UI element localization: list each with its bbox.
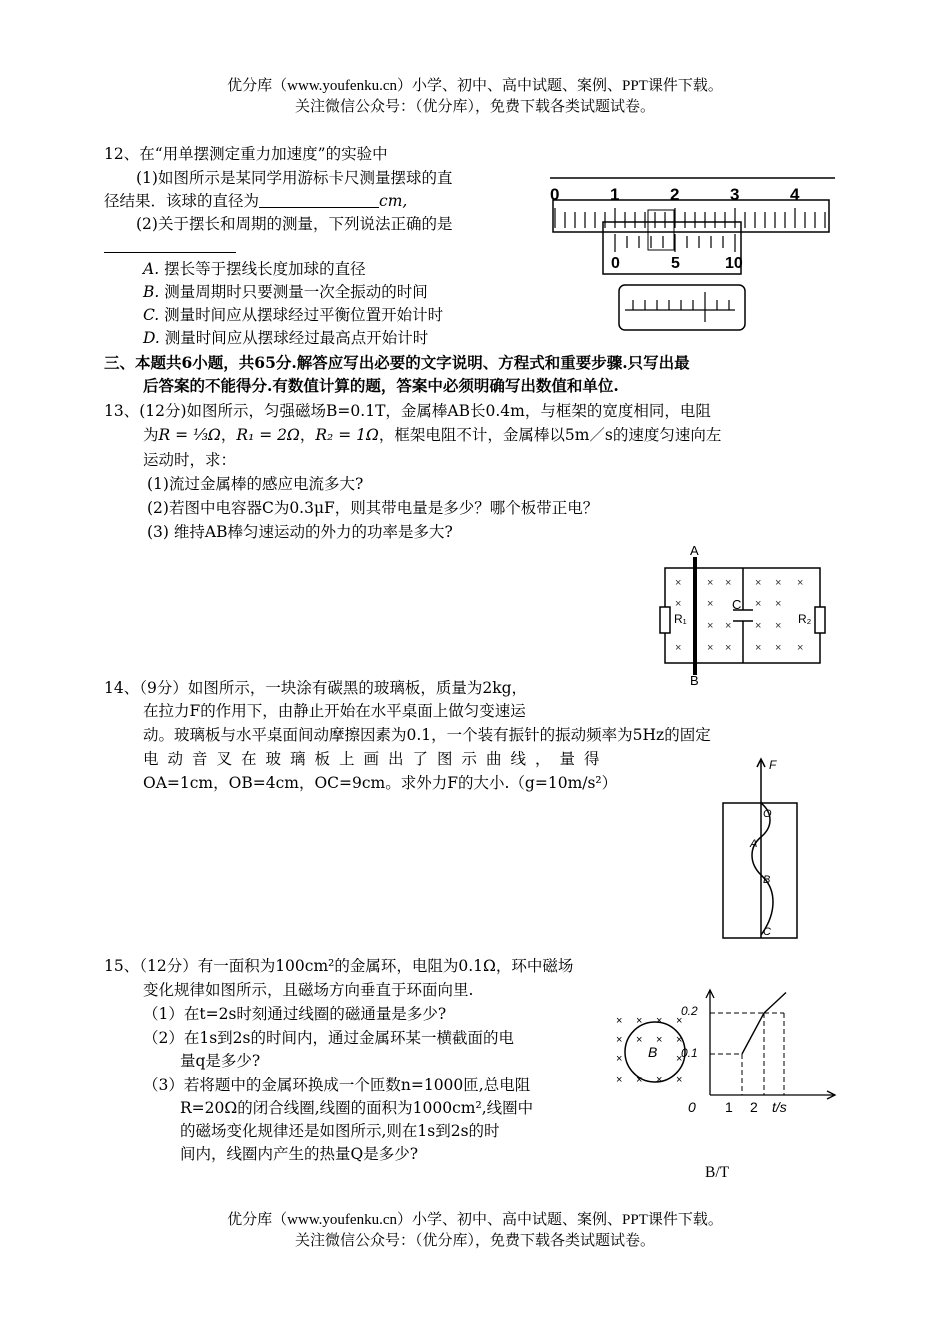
x-tick-1: 1	[725, 1099, 733, 1115]
caliper-main-4: 4	[790, 185, 800, 204]
field-cross: ×	[636, 1015, 643, 1027]
option-letter: A.	[143, 260, 160, 278]
caliper-main-0: 0	[550, 185, 560, 204]
q13-line2-suffix: ，框架电阻不计，金属棒以5m／s的速度匀速向左	[378, 426, 722, 444]
vernier-caliper-figure	[545, 160, 840, 340]
section3-line-1: 三、本题共6小题，共65分.解答应写出必要的文字说明、方程式和重要步骤.只写出最	[104, 353, 690, 372]
field-cross: ×	[676, 1074, 683, 1086]
option-letter: D.	[143, 329, 160, 347]
q13-line-2: 为R = ⅓Ω，R₁ = 2Ω，R₂ = 1Ω，框架电阻不计，金属棒以5m／s的速度匀速向左	[143, 426, 722, 444]
q15-sub-1: （1）在t=2s时刻通过线圈的磁通量是多少?	[143, 1005, 447, 1023]
point-c-label: C	[763, 926, 771, 938]
graph-y-axis-label: B/T	[705, 1164, 730, 1181]
q15-bt-graph	[680, 985, 840, 1115]
field-cross: ×	[675, 577, 682, 589]
header-line-1: 优分库（www.youfenku.cn）小学、初中、高中试题、案例、PPT课件下载。	[227, 78, 723, 94]
q12-part1-line2	[104, 190, 407, 212]
section3-line-2: 后答案的不能得分.有数值计算的题，答案中必须明确写出数值和单位.	[143, 376, 619, 395]
option-text: 摆长等于摆线长度加球的直径	[164, 260, 366, 278]
field-cross: ×	[755, 620, 762, 632]
q15-sub-3c: 的磁场变化规律还是如图所示,则在1s到2s的时	[180, 1122, 500, 1140]
q13-line-1: 13、(12分)如图所示，匀强磁场B=0.1T，金属棒AB长0.4m，与框架的宽度相同，电阻	[104, 402, 711, 420]
force-label: F	[769, 758, 777, 772]
q14-line-2: 在拉力F的作用下，由静止开始在水平桌面上做匀变速运	[143, 702, 526, 720]
field-cross: ×	[636, 1074, 643, 1086]
field-cross: ×	[636, 1034, 643, 1046]
option-text: 测量周期时只要测量一次全振动的时间	[164, 283, 428, 301]
x-axis-label: t/s	[772, 1099, 787, 1115]
q14-glass-plate-figure	[715, 755, 805, 945]
option-text: 测量时间应从摆球经过最高点开始计时	[164, 329, 429, 347]
option-text: 测量时间应从摆球经过平衡位置开始计时	[164, 306, 444, 324]
field-cross: ×	[775, 577, 782, 589]
footer-line-2: 关注微信公众号：（优分库），免费下载各类试题试卷。	[294, 1233, 655, 1249]
caliper-vernier-10: 10	[725, 255, 743, 272]
q14-line-4: 电动音叉在玻璃板上画出了图示曲线，量得	[143, 750, 609, 768]
field-cross: ×	[707, 642, 714, 654]
field-cross: ×	[725, 577, 732, 589]
caliper-main-2: 2	[670, 185, 680, 204]
q13-sub-1: (1)流过金属棒的感应电流多大?	[147, 475, 364, 493]
q13-r-equation: R = ⅓Ω	[158, 426, 221, 444]
q12-part2: (2)关于摆长和周期的测量，下列说法正确的是	[136, 215, 453, 233]
field-cross: ×	[616, 1034, 623, 1046]
q13-line2-prefix: 为	[143, 426, 159, 444]
q15-sub-2b: 量q是多少?	[180, 1052, 261, 1070]
q12-option-a	[143, 258, 366, 280]
q15-sub-3d: 间内，线圈内产生的热量Q是多少?	[180, 1145, 419, 1163]
point-o-label: O	[763, 808, 772, 820]
q12-option-d	[143, 327, 428, 349]
q12-option-b	[143, 281, 428, 303]
footer-line-1: 优分库（www.youfenku.cn）小学、初中、高中试题、案例、PPT课件下载。	[227, 1212, 723, 1228]
field-cross: ×	[616, 1053, 623, 1065]
rod-label-b: B	[690, 673, 699, 688]
field-cross: ×	[775, 642, 782, 654]
field-cross: ×	[676, 1053, 683, 1065]
y-tick-0.1: 0.1	[681, 1046, 698, 1060]
caliper-vernier-5: 5	[671, 255, 680, 272]
field-cross: ×	[707, 620, 714, 632]
q15-sub-3b: R=20Ω的闭合线圈,线圈的面积为1000cm²,线圈中	[180, 1099, 534, 1117]
q13-r2-equation: R₂ = 1Ω	[315, 426, 379, 444]
q12-part1-unit: cm,	[379, 192, 408, 210]
q12-answer-blank-2[interactable]	[104, 252, 236, 253]
q13-sub-3: (3) 维持AB棒匀速运动的外力的功率是多大?	[147, 523, 453, 541]
field-cross: ×	[797, 642, 804, 654]
field-cross: ×	[775, 598, 782, 610]
field-cross: ×	[725, 620, 732, 632]
y-tick-0.2: 0.2	[681, 1004, 698, 1018]
q15-sub-3a: （3）若将题中的金属环换成一个匝数n=1000匝,总电阻	[143, 1076, 531, 1094]
x-tick-2: 2	[750, 1099, 758, 1115]
field-b-label: B	[648, 1044, 658, 1060]
field-cross: ×	[797, 577, 804, 589]
q14-line-1: 14、（9分）如图所示，一块涂有碳黑的玻璃板，质量为2kg，	[104, 679, 528, 697]
option-letter: B.	[143, 283, 160, 301]
point-a-label: A	[750, 838, 758, 850]
header-line-2: 关注微信公众号：（优分库），免费下载各类试题试卷。	[294, 99, 655, 115]
r2-label: R₂	[798, 612, 812, 626]
field-cross: ×	[707, 577, 714, 589]
q14-line-5: OA=1cm，OB=4cm，OC=9cm。求外力F的大小.（g=10m/s²）	[143, 774, 618, 792]
q12-option-c	[143, 304, 443, 326]
q15-line-2: 变化规律如图所示，且磁场方向垂直于环面向里.	[143, 981, 474, 999]
option-letter: C.	[143, 306, 160, 324]
field-cross: ×	[656, 1074, 663, 1086]
q12-part1-line1: (1)如图所示是某同学用游标卡尺测量摆球的直	[136, 169, 453, 187]
field-cross: ×	[616, 1074, 623, 1086]
q12-answer-blank-1[interactable]	[259, 191, 379, 208]
q12-part1-prefix: 径结果．该球的直径为	[104, 192, 260, 210]
q13-line-3: 运动时，求：	[143, 451, 237, 469]
rod-label-a: A	[690, 543, 699, 558]
field-cross: ×	[775, 620, 782, 632]
capacitor-label: C	[732, 597, 742, 612]
field-cross: ×	[675, 642, 682, 654]
q13-circuit-figure	[655, 543, 830, 688]
field-cross: ×	[755, 577, 762, 589]
point-b-label: B	[763, 874, 771, 886]
r1-label: R₁	[674, 612, 687, 626]
field-cross: ×	[725, 642, 732, 654]
caliper-main-3: 3	[730, 185, 740, 204]
field-cross: ×	[656, 1015, 663, 1027]
field-cross: ×	[616, 1015, 623, 1027]
field-cross: ×	[755, 598, 762, 610]
q12-title: 12、在“用单摆测定重力加速度”的实验中	[104, 145, 388, 163]
q15-line-1: 15、（12分）有一面积为100cm²的金属环，电阻为0.1Ω，环中磁场	[104, 957, 574, 975]
field-cross: ×	[755, 642, 762, 654]
field-cross: ×	[676, 1034, 683, 1046]
x-tick-0: 0	[688, 1099, 696, 1115]
q15-sub-2a: （2）在1s到2s的时间内，通过金属环某一横截面的电	[143, 1029, 514, 1047]
field-cross: ×	[656, 1034, 663, 1046]
field-cross: ×	[676, 1015, 683, 1027]
caliper-vernier-0: 0	[611, 255, 620, 272]
field-cross: ×	[675, 598, 682, 610]
field-cross: ×	[707, 598, 714, 610]
q13-sub-2: (2)若图中电容器C为0.3μF，则其带电量是多少？哪个板带正电？	[147, 499, 599, 517]
q14-line-3: 动。玻璃板与水平桌面间动摩擦因素为0.1，一个装有振针的振动频率为5Hz的固定	[143, 726, 711, 744]
caliper-main-1: 1	[610, 185, 620, 204]
q13-r1-equation: R₁ = 2Ω	[236, 426, 300, 444]
